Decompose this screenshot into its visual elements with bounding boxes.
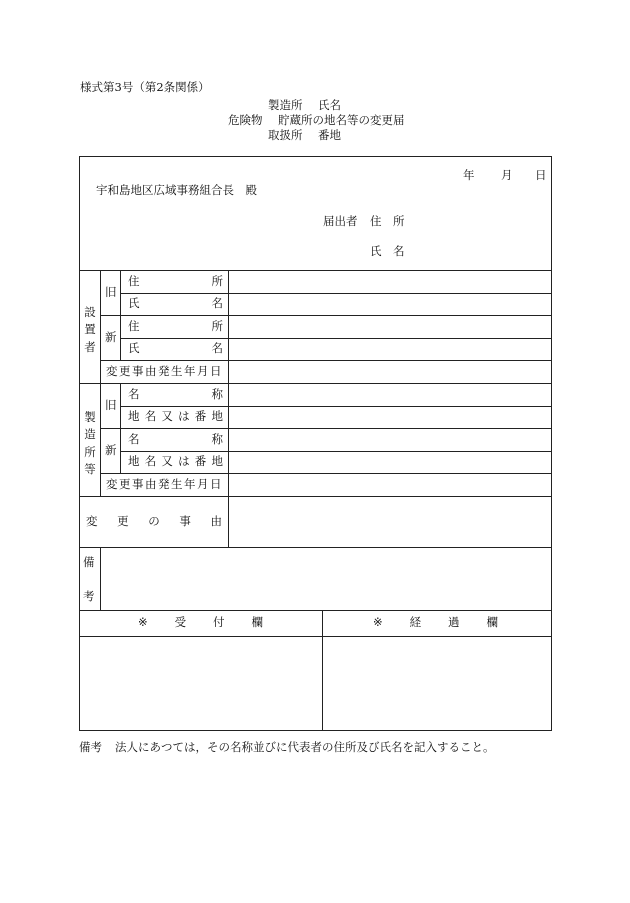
installer-new-address-label: 住 所 [128,319,223,333]
footnote-label: 備考 [79,740,102,754]
remarks-label-top: 備 [83,555,95,569]
facility-old-label: 旧 [105,398,117,412]
title-line-1-suffix: 氏名 [318,98,341,112]
facility-new-name-label: 名 称 [128,432,223,446]
installer-old-address-label: 住 所 [128,274,223,288]
title-line-1-prefix: 製造所 [268,98,303,112]
title-line-2-prefix: 危険物 [228,113,263,127]
facility-old-location-label: 地 名 又 は 番 地 [128,409,223,423]
applicant-label: 届出者 [323,214,358,228]
applicant-name-label: 氏 名 [370,244,405,258]
installer-new-label: 新 [105,330,117,344]
facility-section-label: 製造所等 [84,410,96,476]
progress-column-header: ※ 経 過 欄 [373,615,498,629]
footnote-text: 法人にあつては，その名称並びに代表者の住所及び氏名を記入すること。 [115,740,495,754]
facility-new-label: 新 [105,443,117,457]
reason-label: 変 更 の 事 由 [86,514,222,528]
date-year-label: 年 [463,168,475,182]
title-line-2-main: 貯蔵所の地名等の変更届 [278,113,405,127]
facility-old-name-label: 名 称 [128,387,223,401]
date-day-label: 日 [535,168,547,182]
title-line-3-prefix: 取扱所 [268,128,303,142]
form-number: 様式第3号（第2条関係） [80,80,210,94]
installer-old-name-label: 氏 名 [128,296,223,310]
date-month-label: 月 [501,168,513,182]
applicant-address-label: 住 所 [370,214,405,228]
remarks-label-bottom: 考 [83,589,95,603]
installer-new-name-label: 氏 名 [128,341,223,355]
facility-change-date-label: 変更事由発生年月日 [106,477,223,491]
reception-column-header: ※ 受 付 欄 [138,615,263,629]
facility-new-location-label: 地 名 又 は 番 地 [128,454,223,468]
installer-old-label: 旧 [105,285,117,299]
title-line-3-suffix: 番地 [318,128,341,142]
installer-change-date-label: 変更事由発生年月日 [106,364,223,378]
addressee: 宇和島地区広域事務組合長 殿 [96,183,257,197]
installer-section-label: 設置者 [84,305,96,354]
